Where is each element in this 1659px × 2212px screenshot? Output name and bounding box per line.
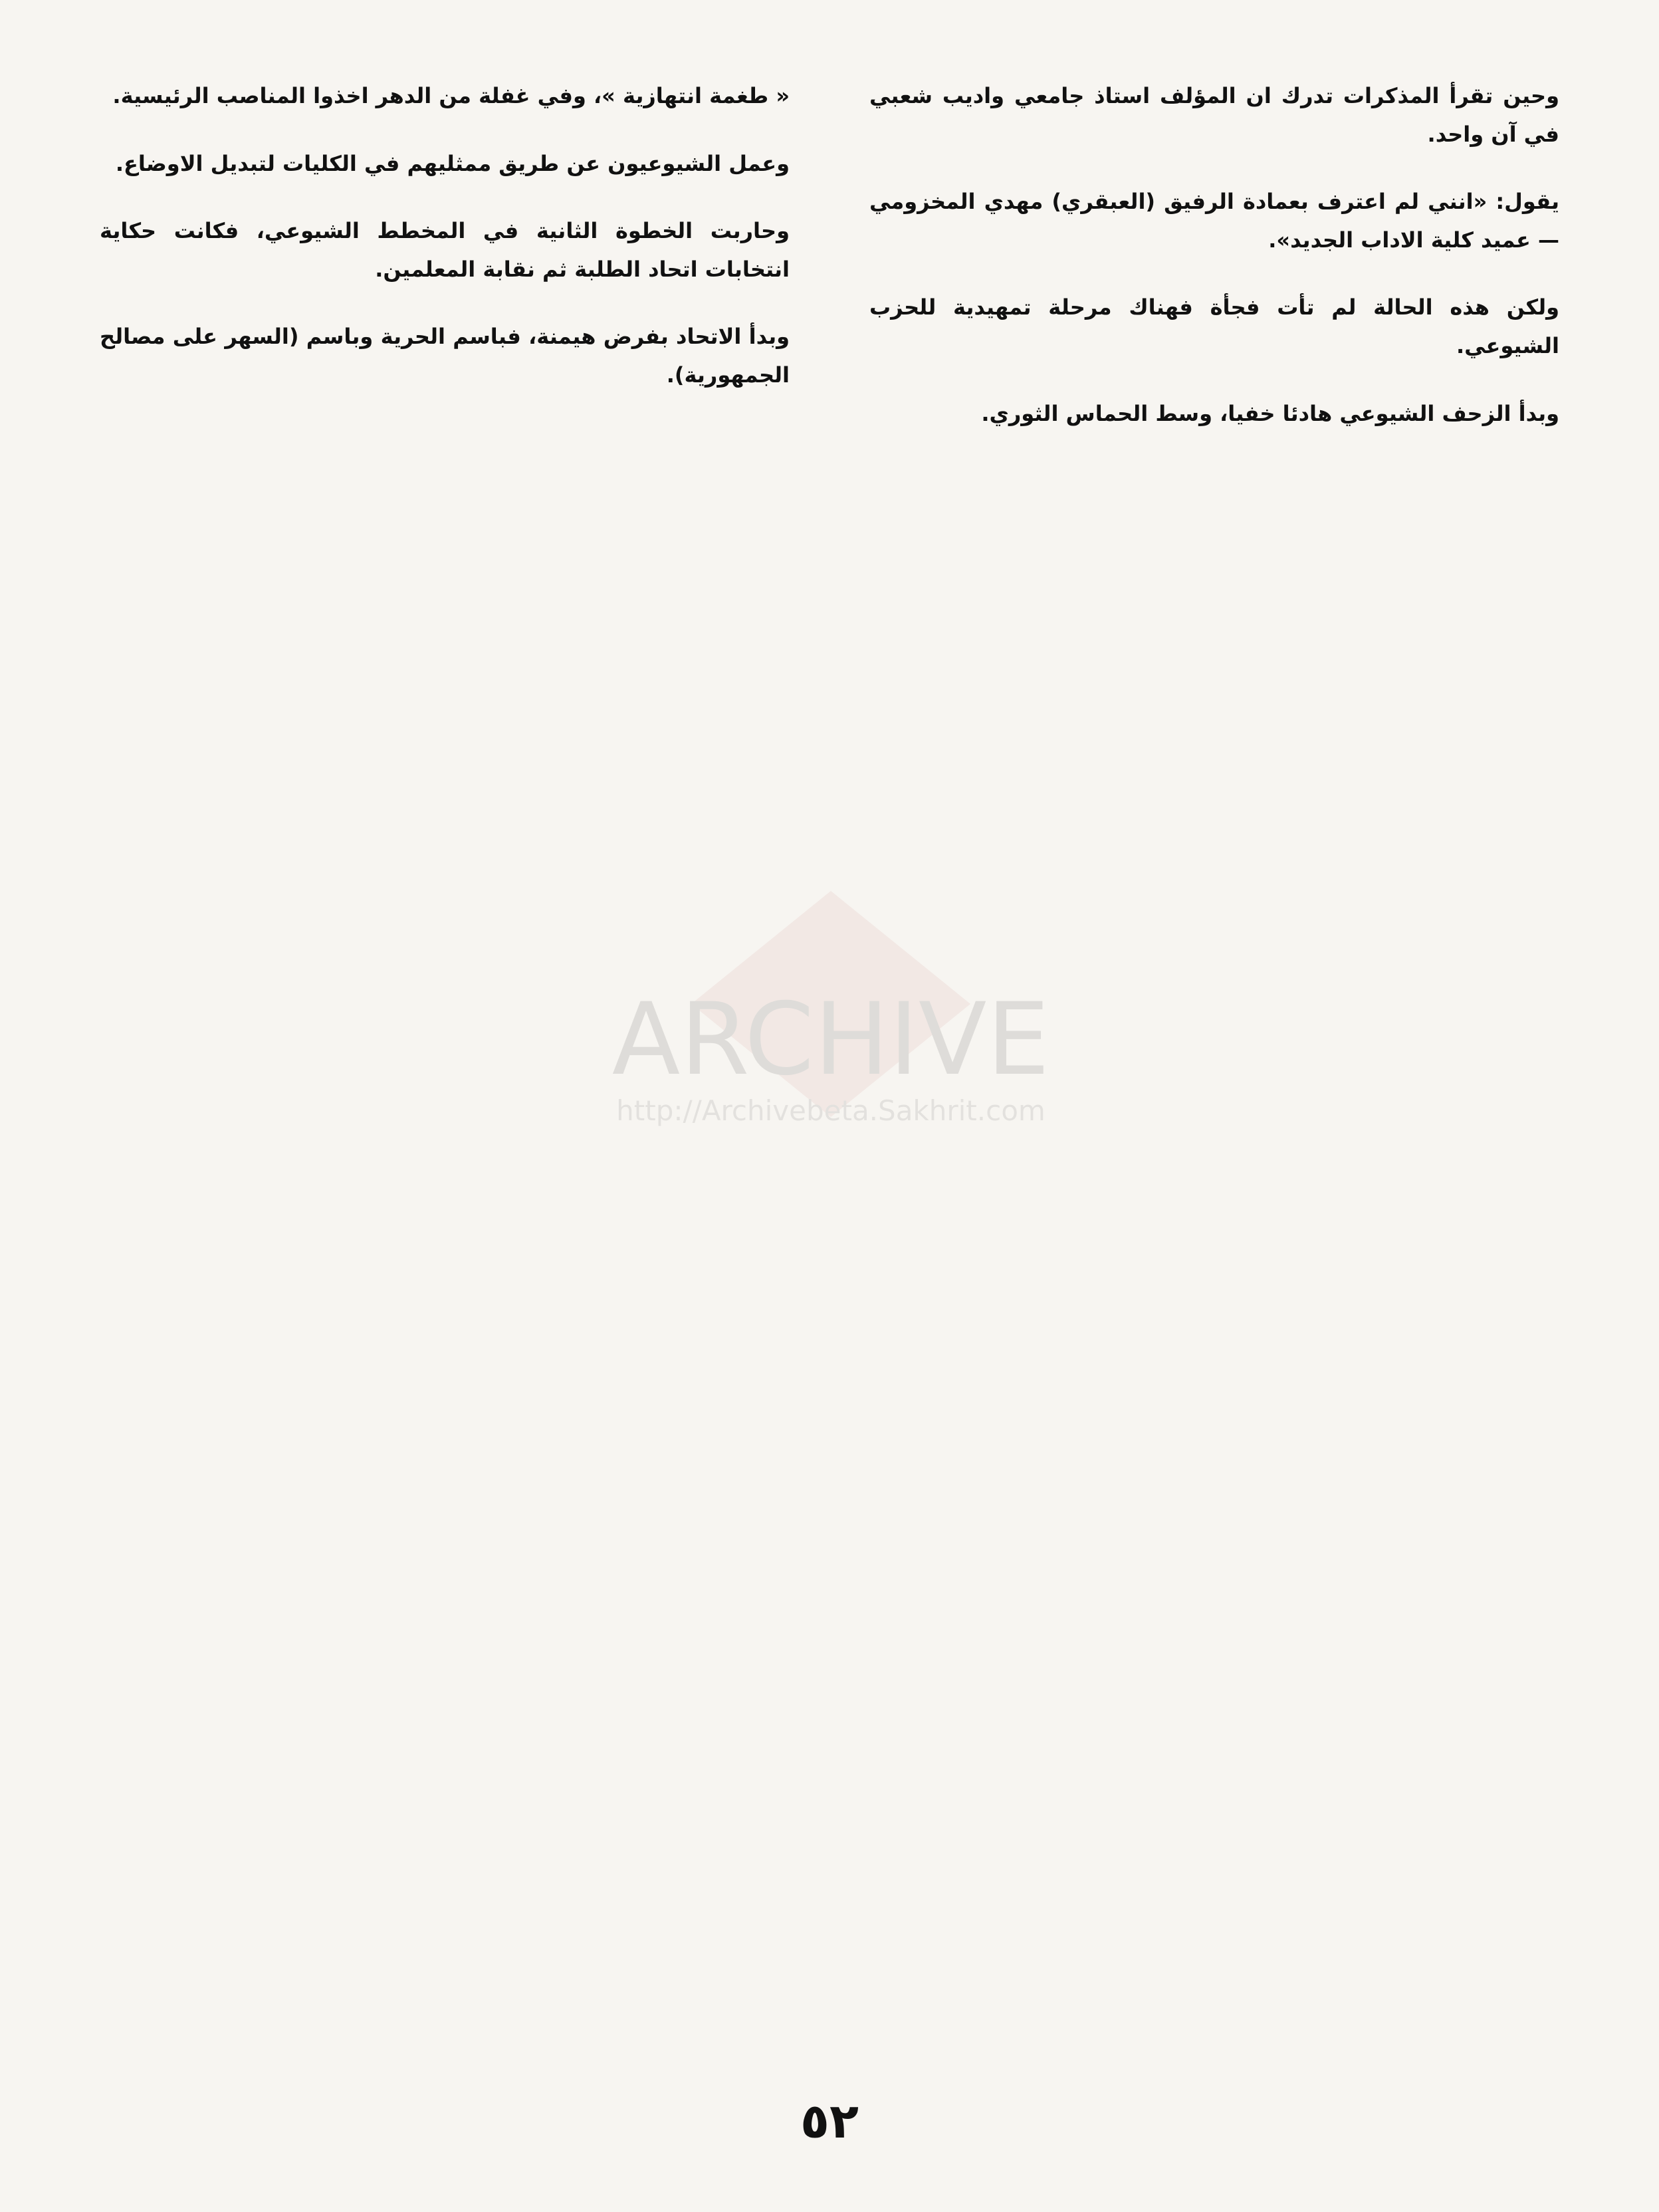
watermark-title: ARCHIVE [611,982,1050,1098]
right-paragraph: يقول: «انني لم اعترف بعمادة الرفيق (العبقري) مهدي المخزومي — عميد كلية الاداب الجديد». [869,189,1559,253]
left-column [100,73,790,1941]
left-paragraph: وبدأ الاتحاد بفرض هيمنة، فباسم الحرية وباسم (السهر على مصالح الجمهورية). [100,324,790,388]
left-paragraph: وعمل الشيوعيون عن طريق ممثليهم في الكليات لتبديل الاوضاع. [115,150,790,176]
page-number: ٥٢ [800,2093,859,2149]
right-paragraph: وبدأ الزحف الشيوعي هادئا خفيا، وسط الحماس الثوري. [981,400,1559,426]
right-paragraph: ولكن هذه الحالة لم تأت فجأة فهناك مرحلة تمهيدية للحزب الشيوعي. [869,295,1559,358]
right-paragraph: وحين تقرأ المذكرات تدرك ان المؤلف استاذ جامعي واديب شعبي في آن واحد. [869,83,1559,147]
watermark-url: http://Archivebeta.Sakhrit.com [616,1094,1046,1127]
left-paragraph: « طغمة انتهازية »، وفي غفلة من الدهر اخذوا المناصب الرئيسية. [112,83,790,108]
right-column [869,73,1559,1941]
text-columns [100,73,1559,1941]
left-paragraph: وحاربت الخطوة الثانية في المخطط الشيوعي، فكانت حكاية انتخابات اتحاد الطلبة ثم نقابة المعلمين. [100,218,790,282]
